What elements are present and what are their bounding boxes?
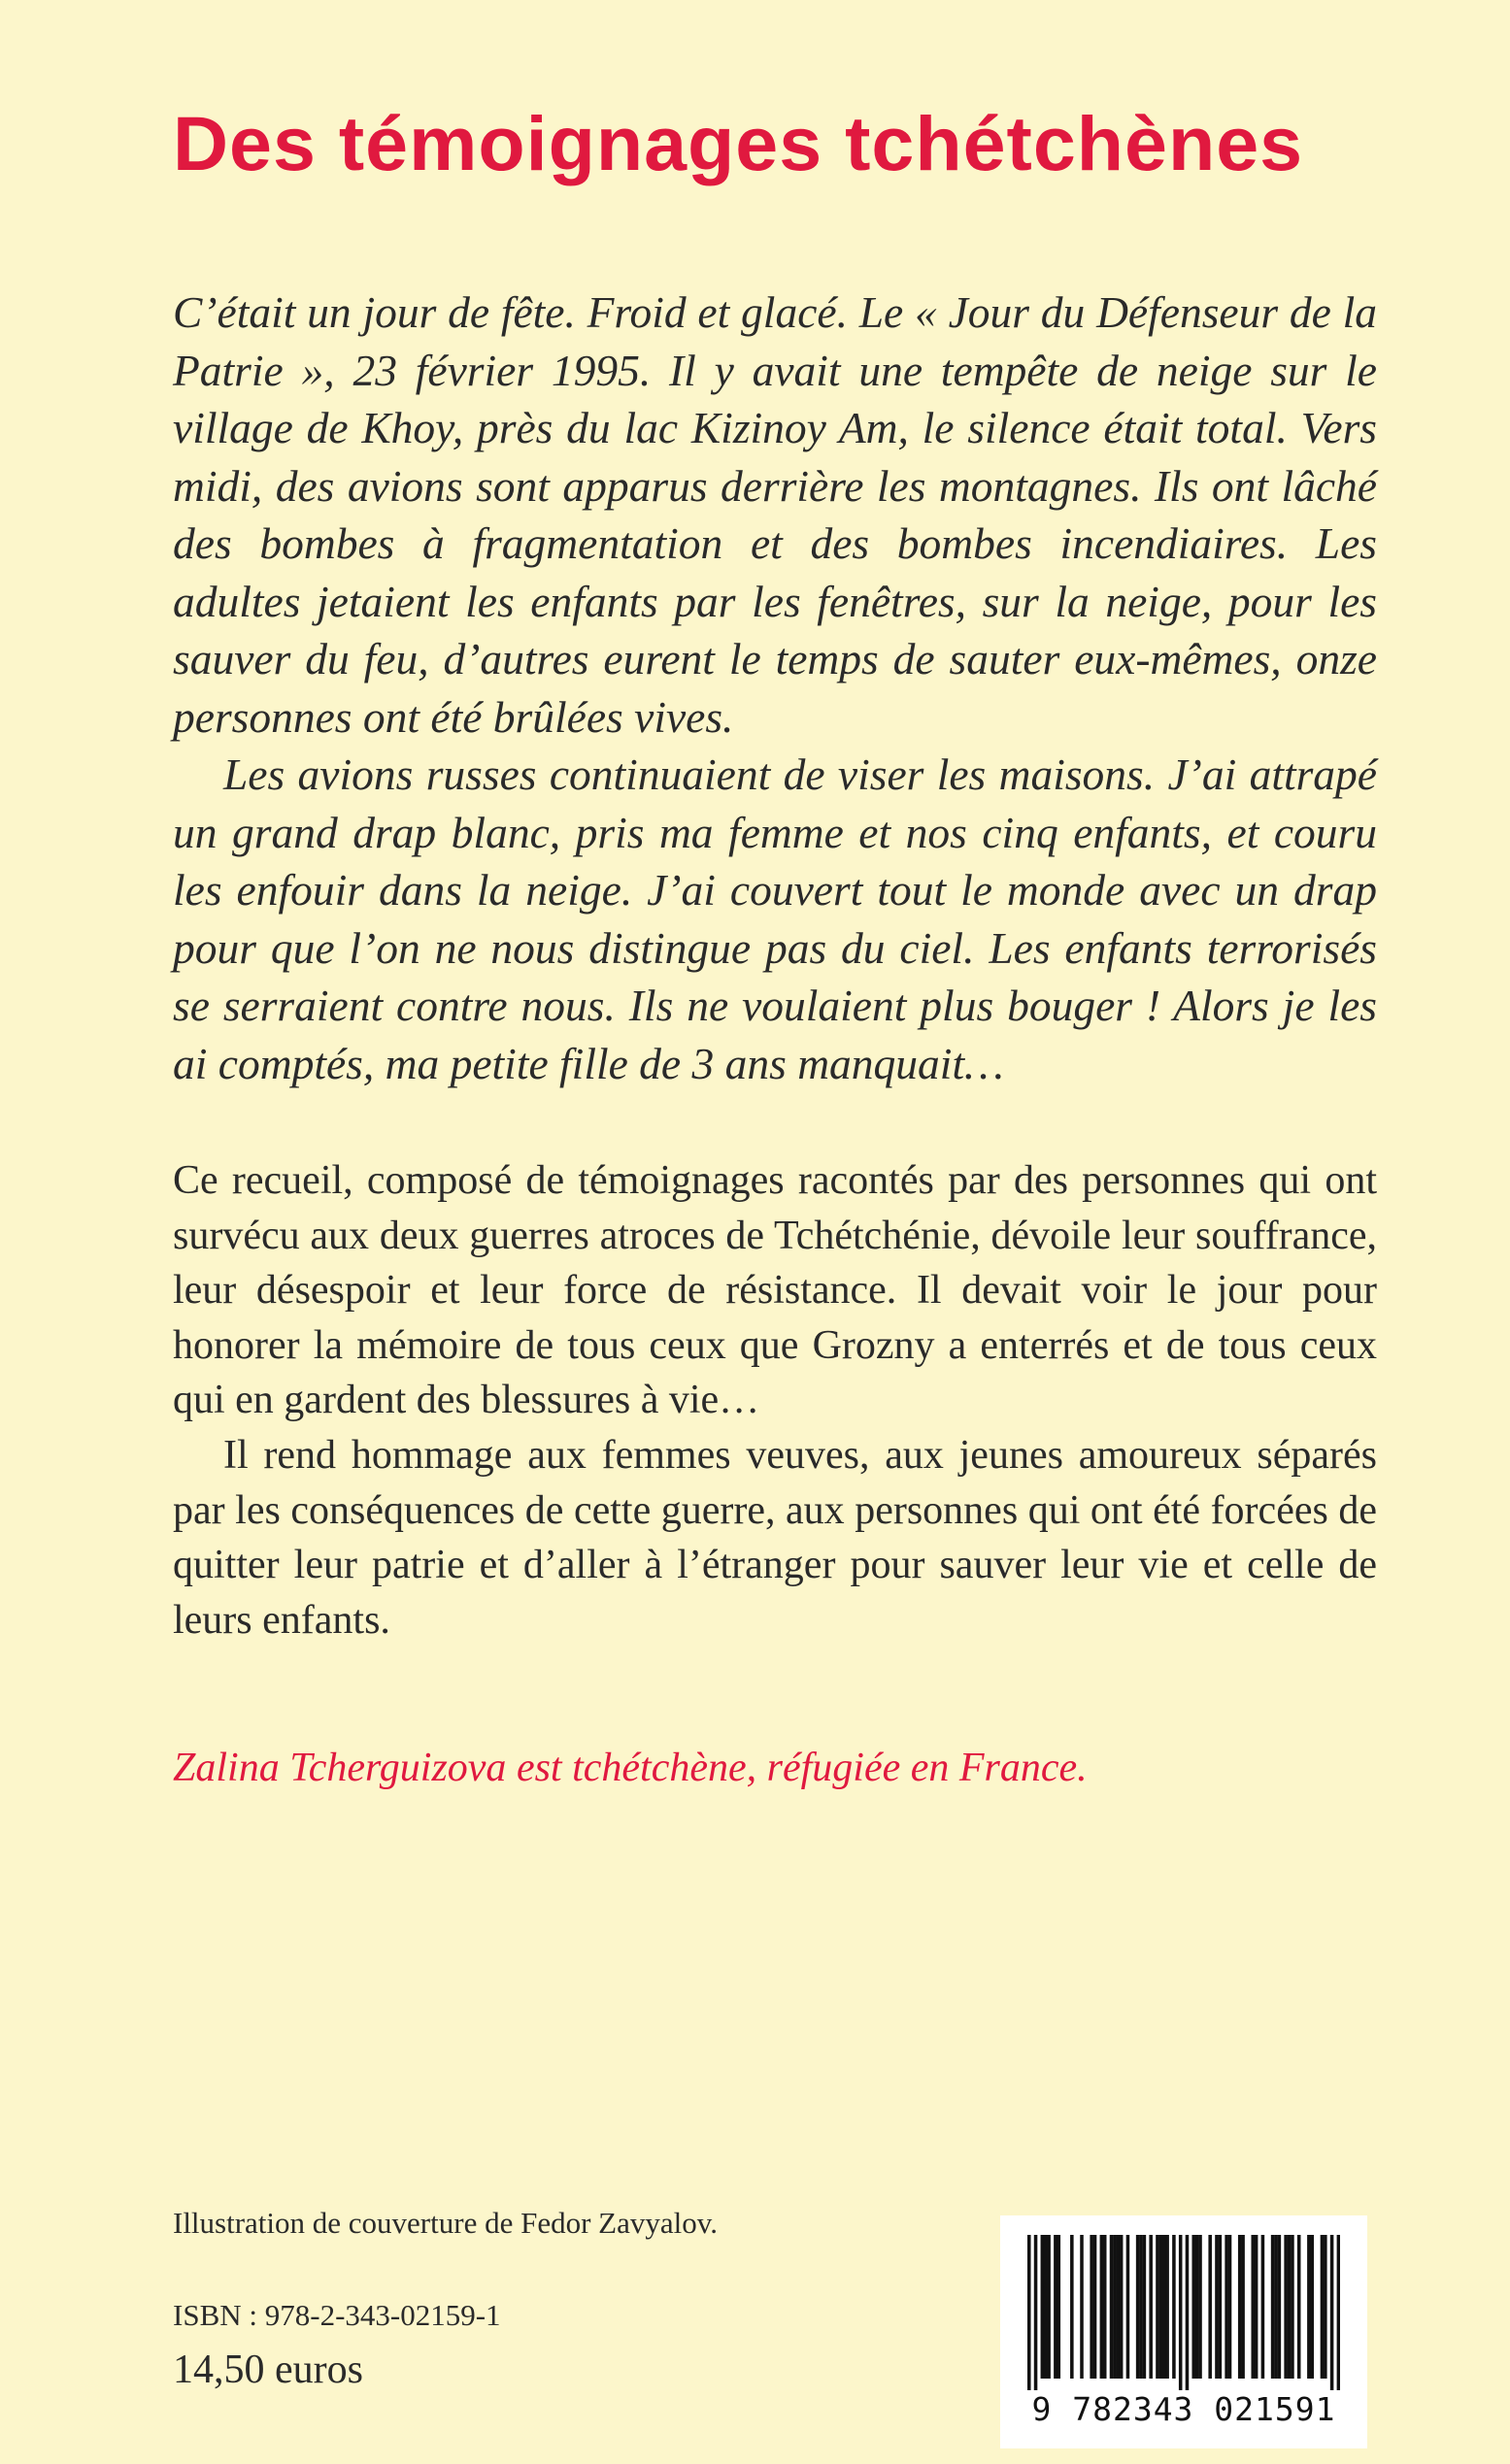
barcode-bar	[1225, 2235, 1228, 2379]
barcode-bar	[1047, 2235, 1051, 2379]
barcode-bar	[1100, 2235, 1104, 2379]
barcode-bar	[1241, 2235, 1245, 2379]
barcode-bar	[1238, 2235, 1242, 2379]
barcode-bar	[1297, 2235, 1301, 2379]
summary-paragraph: Ce recueil, composé de témoignages racontés par des personnes qui ont survécu aux deux guerres atroces de Tchétchénie, dévoile leur souffrance, leur désespoir et leur force de résistance. Il devait voir le jour pour honorer la mémoire de tous ceux que Grozny a enterrés et de tous ceux qui en gardent des blessures à vie…	[173, 1158, 1377, 1423]
price: 14,50 euros	[173, 2347, 363, 2392]
barcode-bar	[1080, 2235, 1084, 2379]
barcode-bar	[1162, 2235, 1166, 2379]
barcode-bar	[1090, 2235, 1093, 2379]
barcode-bar	[1219, 2235, 1223, 2379]
summary-block	[173, 1153, 1377, 1648]
barcode-bar	[1120, 2235, 1124, 2379]
barcode-bar	[1278, 2235, 1282, 2379]
barcode-bar	[1156, 2235, 1159, 2379]
quote-block	[173, 283, 1377, 1092]
barcode-bar	[1310, 2235, 1314, 2379]
barcode-bar	[1034, 2235, 1038, 2390]
book-title: Des témoignages tchétchènes	[173, 100, 1304, 186]
barcode-bar	[1149, 2235, 1153, 2379]
barcode	[1000, 2215, 1367, 2448]
author-name: Zalina Tcherguizova	[173, 1746, 507, 1790]
author-line	[173, 1741, 1088, 1795]
barcode-bar	[1307, 2235, 1311, 2379]
quote-paragraph: Les avions russes continuaient de viser les maisons. J’ai attrapé un grand drap blanc, pris ma femme et nos cinq enfants, et couru les enfouir dans la neige. J’ai couvert tout le monde avec un drap pour que l’on ne nous distingue pas du ciel. Les enfants terrorisés se serraient contre nous. Ils ne voulaient plus bouger ! Alors je les ai comptés, ma petite fille de 3 ans manquait…	[173, 749, 1377, 1088]
barcode-bar	[1330, 2235, 1334, 2390]
barcode-bar	[1041, 2235, 1045, 2379]
barcode-bar	[1057, 2235, 1061, 2379]
barcode-bar	[1054, 2235, 1057, 2379]
barcode-bar	[1113, 2235, 1117, 2379]
barcode-bars	[1027, 2235, 1340, 2390]
barcode-bar	[1044, 2235, 1048, 2379]
barcode-bar	[1215, 2235, 1219, 2379]
barcode-bar	[1103, 2235, 1107, 2379]
barcode-digits: 9 782343 021591	[1031, 2390, 1336, 2428]
barcode-bar	[1159, 2235, 1163, 2379]
barcode-bar	[1261, 2235, 1265, 2379]
barcode-bar	[1291, 2235, 1294, 2379]
author-bio: est tchétchène, réfugiée en France.	[506, 1746, 1088, 1790]
barcode-bar	[1321, 2235, 1325, 2379]
barcode-bar	[1110, 2235, 1114, 2379]
barcode-bar	[1027, 2235, 1031, 2390]
barcode-bar	[1139, 2235, 1143, 2379]
quote-paragraph: C’était un jour de fête. Froid et glacé. Le « Jour du Défenseur de la Patrie », 23 février 1995. Il y avait une tempête de neige sur le village de Khoy, près du lac Kizinoy Am, le silence était total. Vers midi, des avions sont apparus derrière les montagnes. Ils ont lâché des bombes à fragmentation et des bombes incendiaires. Les adultes jetaient les enfants par les fenêtres, sur la neige, pour les sauver du feu, d’autres eurent le temps de sauter eux-mêmes, onze personnes ont été brûlées vives.	[173, 287, 1377, 742]
barcode-bar	[1172, 2235, 1176, 2379]
summary-paragraph: Il rend hommage aux femmes veuves, aux jeunes amoureux séparés par les conséquences de cette guerre, aux personnes qui ont été forcées de quitter leur patrie et d’aller à l’étranger pour sauver leur vie et celle de leurs enfants.	[173, 1432, 1377, 1643]
barcode-bar	[1165, 2235, 1169, 2379]
isbn: ISBN : 978-2-343-02159-1	[173, 2298, 501, 2332]
barcode-bar	[1288, 2235, 1292, 2379]
barcode-bar	[1136, 2235, 1140, 2379]
barcode-bar	[1271, 2235, 1275, 2379]
barcode-bar	[1143, 2235, 1147, 2379]
barcode-bar	[1117, 2235, 1121, 2379]
barcode-bar	[1337, 2235, 1340, 2390]
barcode-bar	[1186, 2235, 1190, 2390]
barcode-bar	[1251, 2235, 1255, 2379]
barcode-bar	[1191, 2235, 1195, 2379]
barcode-bar	[1195, 2235, 1199, 2379]
barcode-bar	[1126, 2235, 1130, 2379]
barcode-bar	[1070, 2235, 1074, 2379]
barcode-bar	[1284, 2235, 1288, 2379]
barcode-bar	[1179, 2235, 1183, 2390]
barcode-bar	[1198, 2235, 1202, 2379]
illustration-credit: Illustration de couverture de Fedor Zavyalov.	[173, 2206, 718, 2240]
barcode-bar	[1274, 2235, 1278, 2379]
barcode-bar	[1093, 2235, 1097, 2379]
barcode-bar	[1324, 2235, 1327, 2379]
barcode-bar	[1208, 2235, 1212, 2379]
barcode-bar	[1255, 2235, 1258, 2379]
barcode-bar	[1228, 2235, 1232, 2379]
